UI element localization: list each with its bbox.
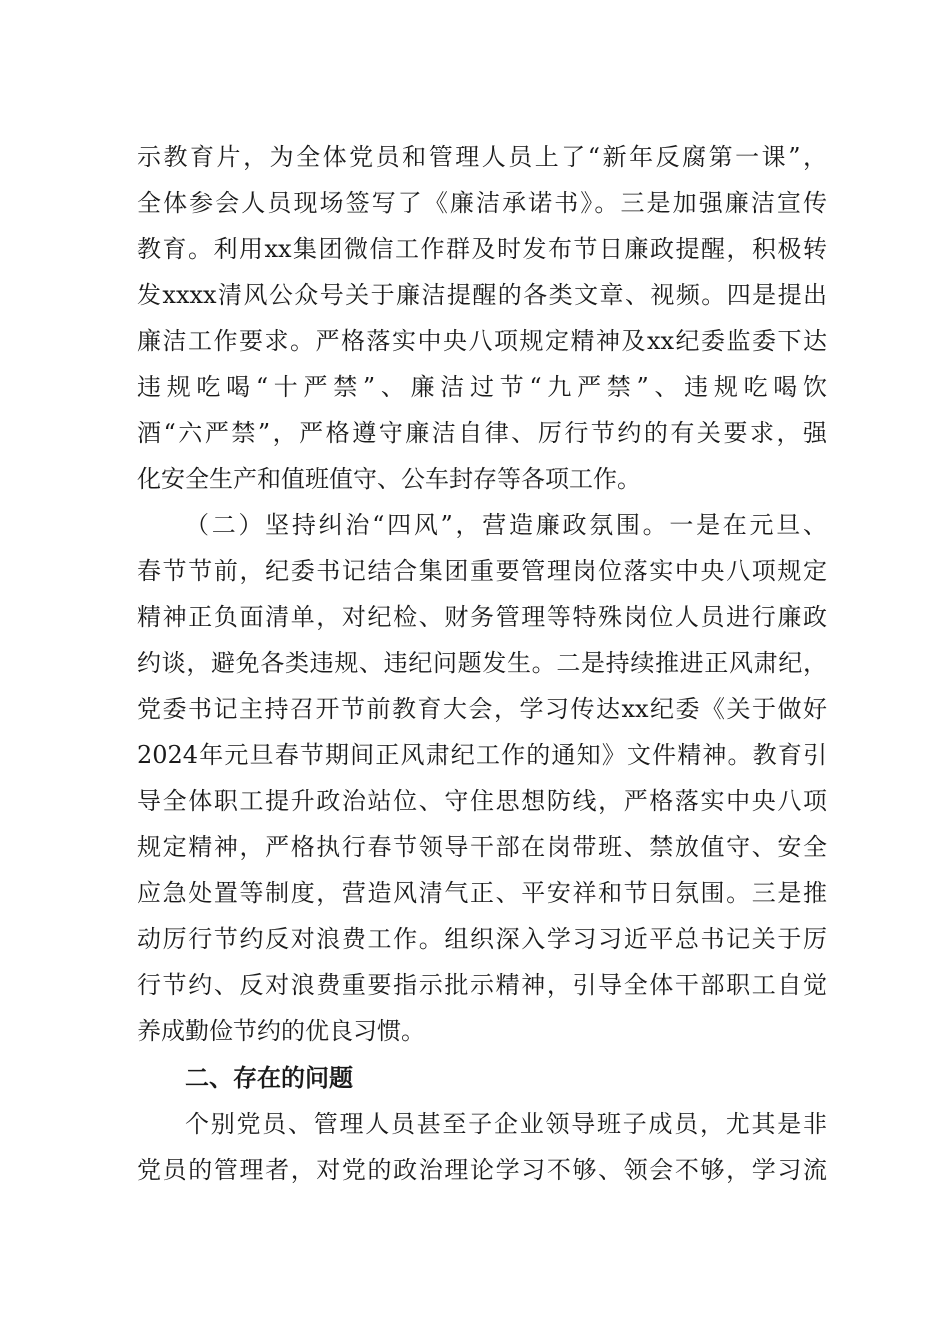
paragraph-four-winds [137,502,827,1054]
paragraph-continued [137,134,827,502]
text-line: 精神正负面清单，对纪检、财务管理等特殊岗位人员进行廉政 [137,603,827,631]
text-line: 养成勤俭节约的优良习惯。 [137,1017,425,1045]
text-line: 示教育片，为全体党员和管理人员上了“新年反腐第一课”， [137,143,827,171]
text-line: 行节约、反对浪费重要指示批示精神，引导全体干部职工自觉 [137,971,827,999]
text-line: 廉洁工作要求。严格落实中央八项规定精神及xx纪委监委下达 [137,327,827,355]
text-line: 违规吃喝“十严禁”、廉洁过节“九严禁”、违规吃喝饮 [137,373,827,401]
text-line: 全体参会人员现场签写了《廉洁承诺书》。三是加强廉洁宣传 [137,189,827,217]
paragraph-problems [137,1101,827,1193]
text-line: 约谈，避免各类违规、违纪问题发生。二是持续推进正风肃纪， [137,649,827,677]
text-line: 酒“六严禁”，严格遵守廉洁自律、厉行节约的有关要求，强 [137,419,827,447]
text-line: 动厉行节约反对浪费工作。组织深入学习习近平总书记关于厉 [137,925,827,953]
text-line: 教育。利用xx集团微信工作群及时发布节日廉政提醒，积极转 [137,235,827,263]
text-line: 规定精神，严格执行春节领导干部在岗带班、禁放值守、安全 [137,833,827,861]
text-line: 发xxxx清风公众号关于廉洁提醒的各类文章、视频。四是提出 [137,281,827,309]
text-line: 应急处置等制度，营造风清气正、平安祥和节日氛围。三是推 [137,879,827,907]
text-line: 党委书记主持召开节前教育大会，学习传达xx纪委《关于做好 [137,695,827,723]
text-line: 导全体职工提升政治站位、守住思想防线，严格落实中央八项 [137,787,827,815]
section-heading: 二、存在的问题 [185,1064,353,1092]
text-line: 2024年元旦春节期间正风肃纪工作的通知》文件精神。教育引 [137,741,827,769]
text-line: 化安全生产和值班值守、公车封存等各项工作。 [137,465,641,493]
text-line: 党员的管理者，对党的政治理论学习不够、领会不够，学习流 [137,1156,827,1184]
text-line: 个别党员、管理人员甚至子企业领导班子成员，尤其是非 [185,1110,827,1138]
text-line: 春节节前，纪委书记结合集团重要管理岗位落实中央八项规定 [137,557,827,585]
subheading-line: （二）坚持纠治“四风”，营造廉政氛围。一是在元旦、 [185,511,827,539]
section-heading-block [137,1055,827,1101]
